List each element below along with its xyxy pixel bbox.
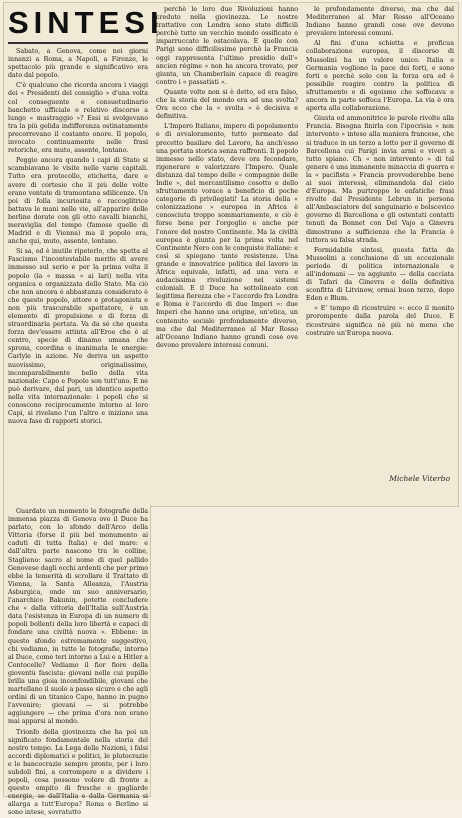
paragraph: L'Impero Italiano, impero di popolamento e di avvaloramento, tutto permeato dal precetto basilare del Lavoro, ha anch'esso una portata storica senza raffronti. Il popolo immesso nello stato, deve ora fecondare, rigenerare e valorizzare l'Impero. Quale distanza dal tempo delle « compagnie delle Indie », del mercantilismo cosotto e dello sfruttamento vorace a beneficio di poche categorie di privilegiati! La storia della « colonizzazione » europea in Africa è conosciuta troppo sommariamente, e ciò è forse bene per l'orgoglio e anche per l'onore del nostro Continente. Ma la civiltà europea è giunta per la prima volta nel Continente Nero con le conquiste italiane: e così si spiegano tante resistenze. Una grande e innovatrice politica del lavoro in Africa equivale, infatti, ad una vera e audacissima rivoluzione nei sistemi coloniali. E il Duce ha sottolineato con legittima fierezza che « l'accordo fra Londra e Roma è l'accordo di due Imperi »: due Imperi che hanno una origine, un'etica, un contenuto sociale profondamente diverso, ma che dal Mediterraneo al Mar Rosso all'Oceano Indiano hanno grandi cose ove devono prevalere interessi comuni. xyxy=(156,123,298,349)
paragraph: « E' tempo di ricostruire »: ecco il monito prorompente dalla parola del Duce. E ricostruire significa nè più nè meno che costruire un'Europa nuova. xyxy=(306,305,454,337)
paragraph: Guardate un momento le fotografie della immensa piazza di Genova ove il Duce ha parlato, con lo sfondo dell'Arco della Vittoria (forse il più bel monumento ai caduti di tutta Italia) e del mare: e dall'altra parte nascono tra le colline, Staglieno: sacro al nome di quel pallido Genovese dagli occhi ardenti che per primo ebbe la temerità di scrollare il Trattato di Vienna, la Santa Alleanza, l'Austria Asburgica, onde un suo anniversario, l'anarchico Bakunin, potette concludere che « dalla vittoria dell'Italia sull'Austria data l'esistenza in Europa di un numero di popoli bollenti della loro libertà e capaci di fondare una civiltà nuova ». Ebbene: in questo sfondo estremamente suggestivo, chi vediamo, in tutte le fotografie, intorno al Duce, come teri intorno a Lui e a Hitler a Centocelle? Vediamo il fior fiore della gioventù fascista: giovani nelle cui pupille brilla una gioia inconfondibile, giovani che martellano il suolo a passo sicuro e che agli ordini di un titanico Capo, hanno in pugno l'avvenire; giovani — si potrebbe aggiungere — che prima d'ora non erano mai apparsi al mondo. xyxy=(8,508,148,726)
paragraph: perchè le loro due Rivoluzioni hanno creduto nella giovinezza. Le nostre trattative con Londra sono state difficili perchè tutto un vecchio mondo ossificato e imparruccato le ostacolava. E quelle con Parigi sono difficilissime perchè la Francia oggi rappresenta l'ultimo presidio dell'« ancien régime » non ha ancora trovato, per giunta, un Chamberlain capace di reagire contro i « passatisti ». xyxy=(156,6,298,86)
title-rule xyxy=(8,42,148,44)
paragraph: Quante volte non si è detto, ed era falso, che la storia del mondo era ad una svolta? Ora ecco che la « svolta » è decisiva e definitiva. xyxy=(156,88,298,121)
paragraph: Si sa, ed è inutile ripeterlo, che spetta al Fascismo l'incontestabile merito di avere immesso sul serio e per la prima volta il popolo (la « massa » ai lari) nella vita organica e organizzata dello Stato. Ma ciò che non ancora è abbastanza considerato è che questo popolo, attore e protagonista e non più trascurabile spettatore, è un elemento di propulsione e di forza di straordinaria portata. Va da sé che questa forza dev'essere attinta all'Eroe che è al centro, specie di dinamo umana che sprona, coordina e inanimata le energie: Carlyle in azione. Ne deriva un aspetto nuovissimo, originalissimo, incomparabilmente bello della vita nazionale: Capo e Popolo son tutt'uno. E ne può derivare, dal pari, un identico aspetto nella vita internazionale: i popoli che si conoscono reciprocamente intorno ai loro Capi, si rivelano l'un l'altro e iniziano una nuova fase di rapporti storici. xyxy=(8,248,148,426)
column-4 xyxy=(8,508,148,817)
paragraph: Trionfo della giovinezza che ha poi un significato fondamentale nella storia del nostro tempo. La Lega delle Nazioni, i falsi accordi diplomatici e politici, le plutocrazie e le bancocrazie sempre pronte, per i loro subdoli fini, a corrompere e a dividere i popoli, cosa possono volere di fronte a questo empito di fresche e gagliarde energie, se dall'Italia e dalla Germania si allarga a tutt'Europa? Roma e Berlino si sono intese, sovratutto xyxy=(8,728,148,817)
column-3 xyxy=(306,6,454,468)
article-title: SINTESI xyxy=(8,5,164,40)
paragraph: C'è qualcuno che ricorda ancora i viaggi dei « Presidenti del consiglio » d'una volta col conseguente e consuetudinario banchetto ufficiale e relativo discorso a lungo « mastraggio »? Essi si svolgevano tra la più gelida indifferenza ostinatamente precorrevano il costanto onore. Il popolo, invocato continuamente nelle frasi retoriche, era muto, assente, lontano. xyxy=(8,82,148,155)
column-1 xyxy=(8,48,148,500)
column-2 xyxy=(156,6,298,500)
paragraph: Formidabile sintesi, questa fatta da Mussolini a conclusione di un eccezionale periodo di politica internazionale e all'indomani — va aggiunto — della cacciata di Tafari da Ginevra e della definitiva sconfitta di Litvinow, ormai buon terzo, dopo Eden e Blum. xyxy=(306,246,454,303)
paragraph: Al fini d'una schietta e proficua collaborazione europea, il discorso di Mussolini ha un valore unico. Italia e Germania vogliono la pace dei forti, e sono forti e perchè solo con la forza era ed è possibile reagire contro la politica di sfruttamento e di egoismo che soffocava e ancora in parte soffoca l'Europa. La via è ora aperta alla collaborazione. xyxy=(306,40,454,113)
paragraph: Peggio ancora quando i capi di Stato si scambiavano le visite nelle varie capitali. Tutto era protocollo, etichetta, dare e avere di cortesie che il più delle volte erano ventate di tramontana sdilicenze. Un poi di folla incuriosita e raccoglitrice battava le mani nelle vie, all'apparire delle berline dorate con gli otto cavalli bianchi, meraviglia del tempo (famose quelle di Madrid e di Vienna) ma il popolo era, anche qui, muto, assente, lontano. xyxy=(8,157,148,246)
author-signature: Michele Viterbo xyxy=(389,474,450,483)
paragraph: Giusta ed ammonitrice le parole rivolte alla Francia. Bisogna finirla con l'ipocrisia « non intervento » inteso alla maniera francese, che si traduce in un terzo a lotto per il governo di Barcellona cui Parigi invia armi e viveri a tutto spiano. Ch « non intervento » di tal genere è una immanente minaccia di guerra e la « pacifista » Francia provvederebbe bene ai suoi interessi, eliminandola dal cielo d'Europa. Ma purtroppo le enfatiche frasi rivolte dal Presidente Lebrun in persona all'Ambasciatore del sanguinario e bolscevico governo di Barcellona e gli ostentati contatti tenuti da Bonnet con Del Vajo a Ginevra dimostrano a sufficienza che la Francia è tuttora su falsa strada. xyxy=(306,115,454,244)
paragraph: le profondamente diverso, ma che dal Mediterraneo al Mar Rosso all'Oceano Indiano hanno grandi cose ove devono prevalere interessi comuni. xyxy=(306,6,454,38)
paragraph: Sabato, a Genova, come nei giorni innanzi a Roma, a Napoli, a Firenze, le spettacolo più grande e significativo era dato dal popolo. xyxy=(8,48,148,80)
